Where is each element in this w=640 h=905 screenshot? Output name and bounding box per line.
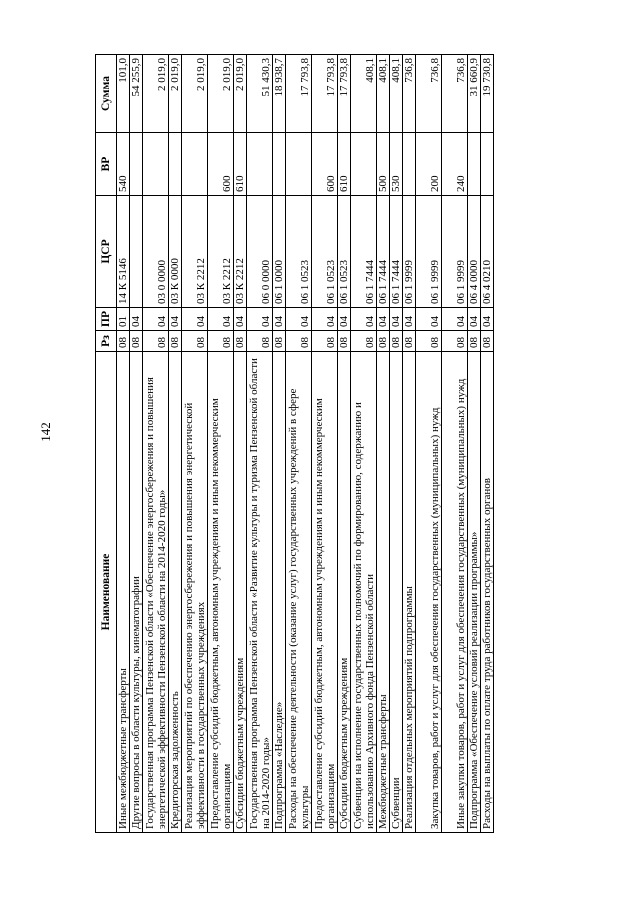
cell-expense-type: 610 [234, 133, 247, 196]
cell-name: Реализация отдельных мероприятий подпрограммы [403, 352, 416, 833]
cell-target-article: 06 1 9999 [442, 196, 468, 308]
cell-target-article: 06 1 0523 [338, 196, 351, 308]
cell-expense-type [481, 133, 494, 196]
table-row [117, 55, 130, 833]
cell-target-article: 06 1 7444 [377, 196, 390, 308]
table-row [169, 55, 182, 833]
cell-target-article: 06 1 7444 [351, 196, 377, 308]
cell-amount: 736,8 [416, 55, 442, 133]
cell-target-article: 06 0 0000 [247, 196, 273, 308]
cell-section: 08 [377, 331, 390, 352]
cell-target-article: 06 4 0000 [468, 196, 481, 308]
cell-amount: 736,8 [403, 55, 416, 133]
cell-name: Предоставление субсидий бюджетным, автономным учреждениям и иным некоммерческим организациям [208, 352, 234, 833]
cell-name: Межбюджетные трансферты [377, 352, 390, 833]
cell-target-article: 06 1 9999 [403, 196, 416, 308]
cell-subsection: 04 [208, 308, 234, 331]
cell-subsection: 04 [403, 308, 416, 331]
table-row [208, 55, 234, 833]
cell-target-article: 03 К 0000 [169, 196, 182, 308]
rotated-page-content [95, 55, 567, 833]
cell-target-article: 03 К 2212 [234, 196, 247, 308]
cell-target-article: 06 1 0523 [312, 196, 338, 308]
cell-amount: 2 019,0 [208, 55, 234, 133]
cell-section: 08 [416, 331, 442, 352]
cell-subsection: 04 [481, 308, 494, 331]
cell-subsection: 04 [130, 308, 143, 331]
cell-subsection: 04 [338, 308, 351, 331]
table-row [247, 55, 273, 833]
cell-target-article [130, 196, 143, 308]
table-row [377, 55, 390, 833]
cell-section: 08 [312, 331, 338, 352]
cell-amount: 17 793,8 [286, 55, 312, 133]
cell-expense-type [273, 133, 286, 196]
cell-section: 08 [338, 331, 351, 352]
cell-amount: 2 019,0 [169, 55, 182, 133]
table-row [143, 55, 169, 833]
header-expense-type: ВР [96, 133, 117, 196]
budget-table [95, 54, 494, 833]
cell-target-article: 03 К 2212 [208, 196, 234, 308]
cell-expense-type: 530 [390, 133, 403, 196]
table-row [351, 55, 377, 833]
cell-name: Реализация мероприятий по обеспечению энергосбережения и повышения энергетической эффективности в государственных учреждениях [182, 352, 208, 833]
cell-amount: 19 730,8 [481, 55, 494, 133]
cell-name: Субсидии бюджетным учреждениям [338, 352, 351, 833]
cell-subsection: 01 [117, 308, 130, 331]
cell-expense-type [351, 133, 377, 196]
cell-target-article: 06 1 0000 [273, 196, 286, 308]
cell-section: 08 [182, 331, 208, 352]
cell-expense-type: 600 [208, 133, 234, 196]
cell-name: Государственная программа Пензенской области «Обеспечение энергосбережения и повышения энергетической эффективности Пензенской области на 2014-2020 годы» [143, 352, 169, 833]
cell-amount: 408,1 [351, 55, 377, 133]
table-row [403, 55, 416, 833]
cell-subsection: 04 [143, 308, 169, 331]
cell-name: Субвенции на исполнение государственных полномочий по формированию, содержанию и использованию Архивного фонда Пензенской области [351, 352, 377, 833]
header-section: Рз [96, 331, 117, 352]
table-row [286, 55, 312, 833]
cell-name: Предоставление субсидий бюджетным, автономным учреждениям и иным некоммерческим организациям [312, 352, 338, 833]
table-row [468, 55, 481, 833]
cell-expense-type [182, 133, 208, 196]
cell-section: 08 [286, 331, 312, 352]
cell-name: Расходы на выплаты по оплате труда работников государственных органов [481, 352, 494, 833]
cell-subsection: 04 [377, 308, 390, 331]
cell-amount: 2 019,0 [234, 55, 247, 133]
cell-target-article: 14 К 5146 [117, 196, 130, 308]
cell-expense-type [143, 133, 169, 196]
table-row [312, 55, 338, 833]
cell-subsection: 04 [286, 308, 312, 331]
cell-name: Закупка товаров, работ и услуг для обеспечения государственных (муниципальных) нужд [416, 352, 442, 833]
cell-section: 08 [273, 331, 286, 352]
cell-amount: 101,0 [117, 55, 130, 133]
cell-subsection: 04 [234, 308, 247, 331]
cell-name: Субвенции [390, 352, 403, 833]
cell-expense-type [130, 133, 143, 196]
cell-amount: 736,8 [442, 55, 468, 133]
table-row [273, 55, 286, 833]
cell-section: 08 [169, 331, 182, 352]
cell-target-article: 06 1 0523 [286, 196, 312, 308]
table-row [130, 55, 143, 833]
cell-section: 08 [442, 331, 468, 352]
cell-target-article: 06 4 0210 [481, 196, 494, 308]
cell-expense-type: 610 [338, 133, 351, 196]
cell-section: 08 [208, 331, 234, 352]
cell-section: 08 [351, 331, 377, 352]
cell-section: 08 [468, 331, 481, 352]
cell-expense-type: 500 [377, 133, 390, 196]
cell-subsection: 04 [351, 308, 377, 331]
cell-expense-type: 540 [117, 133, 130, 196]
cell-amount: 31 660,9 [468, 55, 481, 133]
cell-expense-type: 240 [442, 133, 468, 196]
table-row [338, 55, 351, 833]
cell-amount: 17 793,8 [338, 55, 351, 133]
cell-subsection: 04 [442, 308, 468, 331]
cell-section: 08 [390, 331, 403, 352]
cell-subsection: 04 [182, 308, 208, 331]
table-header-row [96, 55, 117, 833]
table-row [481, 55, 494, 833]
cell-section: 08 [403, 331, 416, 352]
cell-name: Подпрограмма «Обеспечение условий реализации программы» [468, 352, 481, 833]
cell-amount: 408,1 [377, 55, 390, 133]
table-row [442, 55, 468, 833]
cell-amount: 51 430,3 [247, 55, 273, 133]
cell-target-article: 03 К 2212 [182, 196, 208, 308]
cell-section: 08 [247, 331, 273, 352]
cell-section: 08 [130, 331, 143, 352]
cell-amount: 408,1 [390, 55, 403, 133]
cell-expense-type [403, 133, 416, 196]
cell-expense-type: 200 [416, 133, 442, 196]
cell-name: Другие вопросы в области культуры, кинематографии [130, 352, 143, 833]
cell-amount: 54 255,9 [130, 55, 143, 133]
cell-amount: 2 019,0 [182, 55, 208, 133]
table-row [416, 55, 442, 833]
cell-name: Иные межбюджетные трансферты [117, 352, 130, 833]
cell-expense-type [286, 133, 312, 196]
cell-amount: 17 793,8 [312, 55, 338, 133]
cell-subsection: 04 [247, 308, 273, 331]
cell-target-article: 03 0 0000 [143, 196, 169, 308]
cell-name: Иные закупки товаров, работ и услуг для обеспечения государственных (муниципальных) нужд [442, 352, 468, 833]
cell-name: Государственная программа Пензенской области «Развитие культуры и туризма Пензенской области на 2014-2020 годы» [247, 352, 273, 833]
cell-subsection: 04 [390, 308, 403, 331]
header-subsection: ПР [96, 308, 117, 331]
cell-target-article: 06 1 9999 [416, 196, 442, 308]
cell-section: 08 [117, 331, 130, 352]
cell-subsection: 04 [169, 308, 182, 331]
cell-expense-type: 600 [312, 133, 338, 196]
cell-name: Подпрограмма «Наследие» [273, 352, 286, 833]
cell-subsection: 04 [273, 308, 286, 331]
cell-expense-type [169, 133, 182, 196]
cell-subsection: 04 [416, 308, 442, 331]
table-row [182, 55, 208, 833]
cell-section: 08 [234, 331, 247, 352]
cell-target-article: 06 1 7444 [390, 196, 403, 308]
table-row [234, 55, 247, 833]
cell-subsection: 04 [468, 308, 481, 331]
table-row [390, 55, 403, 833]
cell-section: 08 [143, 331, 169, 352]
cell-subsection: 04 [312, 308, 338, 331]
cell-name: Субсидии бюджетным учреждениям [234, 352, 247, 833]
header-amount: Сумма [96, 55, 117, 133]
cell-amount: 2 019,0 [143, 55, 169, 133]
page-number: 142 [38, 422, 53, 442]
cell-amount: 18 938,7 [273, 55, 286, 133]
cell-expense-type [247, 133, 273, 196]
header-target-article: ЦСР [96, 196, 117, 308]
cell-expense-type [468, 133, 481, 196]
cell-section: 08 [481, 331, 494, 352]
header-name: Наименование [96, 352, 117, 833]
cell-name: Расходы на обеспечение деятельности (оказание услуг) государственных учреждений в сфере культуры [286, 352, 312, 833]
cell-name: Кредиторская задолженность [169, 352, 182, 833]
